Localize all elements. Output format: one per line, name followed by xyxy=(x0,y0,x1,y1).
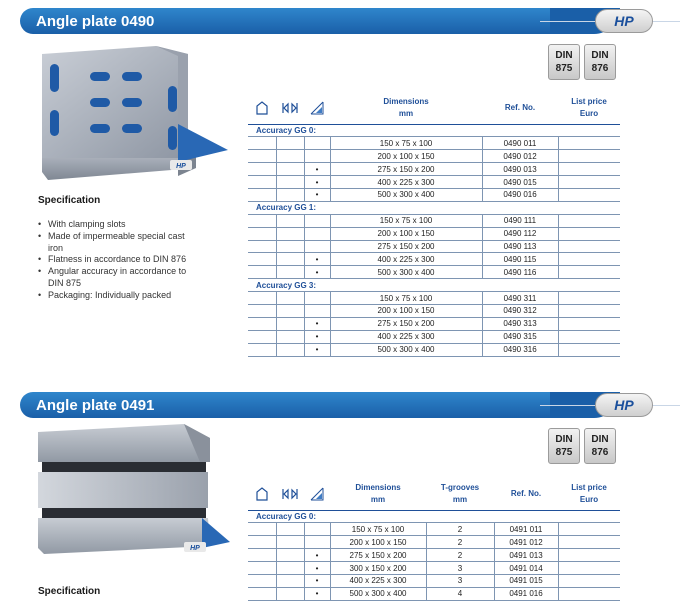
dimensions-cell: 200 x 100 x 150 xyxy=(330,227,482,240)
empty-cell xyxy=(276,562,304,575)
dimensions-cell: 275 x 150 x 200 xyxy=(330,549,426,562)
ref-no-cell: 0491 013 xyxy=(494,549,558,562)
accuracy-group-label: Accuracy GG 1: xyxy=(248,201,620,214)
table-header-row xyxy=(248,92,620,124)
dimensions-cell: 150 x 75 x 100 xyxy=(330,292,482,305)
table-row xyxy=(248,562,620,575)
availability-mark: • xyxy=(304,574,330,587)
empty-cell xyxy=(248,562,276,575)
price-cell xyxy=(558,266,620,279)
hp-logo: HP xyxy=(595,393,653,417)
empty-cell xyxy=(248,253,276,266)
svg-text:HP: HP xyxy=(176,163,186,170)
col-price: List price Euro xyxy=(558,92,620,124)
din-badge-label: DIN xyxy=(591,434,609,445)
spec-title: Specification xyxy=(38,586,101,597)
empty-cell xyxy=(276,304,304,317)
empty-cell xyxy=(248,292,276,305)
col-price: List price Euro xyxy=(558,478,620,510)
price-cell xyxy=(558,549,620,562)
din-badge-number: 876 xyxy=(591,63,609,74)
table-row xyxy=(248,330,620,343)
tgrooves-cell: 4 xyxy=(426,587,494,600)
din-badge-number: 875 xyxy=(555,63,573,74)
dimensions-cell: 275 x 150 x 200 xyxy=(330,240,482,253)
dimensions-cell: 400 x 225 x 300 xyxy=(330,574,426,587)
section-0490-header xyxy=(20,8,680,34)
price-cell xyxy=(558,536,620,549)
empty-cell xyxy=(248,188,276,201)
angle-plate-icon xyxy=(248,92,276,124)
dimensions-cell: 500 x 300 x 400 xyxy=(330,266,482,279)
empty-cell xyxy=(248,163,276,176)
din-badge-label: DIN xyxy=(591,50,609,61)
empty-cell xyxy=(248,137,276,150)
price-cell xyxy=(558,253,620,266)
tgrooves-cell: 2 xyxy=(426,549,494,562)
availability-mark: • xyxy=(304,253,330,266)
dimensions-cell: 200 x 100 x 150 xyxy=(330,536,426,549)
availability-mark xyxy=(304,536,330,549)
accuracy-group-row xyxy=(248,124,620,137)
angle-plate-0491-photo xyxy=(34,424,230,564)
empty-cell xyxy=(276,330,304,343)
angle-plate-0490-photo xyxy=(28,40,228,190)
empty-cell xyxy=(248,523,276,536)
ref-no-cell: 0490 312 xyxy=(482,304,558,317)
ref-no-cell: 0491 011 xyxy=(494,523,558,536)
empty-cell xyxy=(276,343,304,356)
ref-no-cell: 0490 116 xyxy=(482,266,558,279)
parallel-icon xyxy=(276,478,304,510)
din-badge-number: 875 xyxy=(555,447,573,458)
ref-no-cell: 0491 012 xyxy=(494,536,558,549)
section-0491-header xyxy=(20,392,680,418)
table-row xyxy=(248,253,620,266)
price-cell xyxy=(558,317,620,330)
tgrooves-cell: 2 xyxy=(426,523,494,536)
angle-plate-icon xyxy=(248,478,276,510)
availability-mark xyxy=(304,227,330,240)
empty-cell xyxy=(276,292,304,305)
dimensions-cell: 500 x 300 x 400 xyxy=(330,188,482,201)
ref-no-cell: 0490 316 xyxy=(482,343,558,356)
empty-cell xyxy=(248,317,276,330)
dimensions-cell: 300 x 150 x 200 xyxy=(330,562,426,575)
empty-cell xyxy=(276,523,304,536)
availability-mark xyxy=(304,304,330,317)
spec-item: • Angular accuracy in accordance to DIN 875 xyxy=(38,266,198,290)
din-875-badge xyxy=(548,428,580,464)
dimensions-cell: 275 x 150 x 200 xyxy=(330,163,482,176)
col-dimensions: Dimensions mm xyxy=(330,478,426,510)
section-0491-title-pill xyxy=(20,392,550,418)
dimensions-cell: 400 x 225 x 300 xyxy=(330,330,482,343)
ref-no-cell: 0490 315 xyxy=(482,330,558,343)
ref-no-cell: 0490 015 xyxy=(482,176,558,189)
empty-cell xyxy=(276,253,304,266)
section-0490-title-pill xyxy=(20,8,550,34)
col-ref: Ref. No. xyxy=(494,478,558,510)
col-dimensions: Dimensions mm xyxy=(330,92,482,124)
tgrooves-cell: 3 xyxy=(426,574,494,587)
din-876-badge xyxy=(584,44,616,80)
dimensions-cell: 200 x 100 x 150 xyxy=(330,150,482,163)
table-row xyxy=(248,549,620,562)
empty-cell xyxy=(248,330,276,343)
empty-cell xyxy=(248,150,276,163)
table-row xyxy=(248,266,620,279)
empty-cell xyxy=(276,176,304,189)
spec-item: • Made of impermeable special cast iron xyxy=(38,231,198,255)
spec-item: • Flatness in accordance to DIN 876 xyxy=(38,254,198,266)
empty-cell xyxy=(248,266,276,279)
ref-no-cell: 0490 311 xyxy=(482,292,558,305)
empty-cell xyxy=(248,304,276,317)
accuracy-group-label: Accuracy GG 0: xyxy=(248,510,620,523)
empty-cell xyxy=(276,163,304,176)
table-row xyxy=(248,292,620,305)
ref-no-cell: 0491 015 xyxy=(494,574,558,587)
availability-mark: • xyxy=(304,317,330,330)
availability-mark xyxy=(304,240,330,253)
dimensions-cell: 200 x 100 x 150 xyxy=(330,304,482,317)
empty-cell xyxy=(248,214,276,227)
availability-mark: • xyxy=(304,343,330,356)
dimensions-cell: 400 x 225 x 300 xyxy=(330,176,482,189)
empty-cell xyxy=(276,266,304,279)
price-cell xyxy=(558,523,620,536)
empty-cell xyxy=(276,137,304,150)
gradient-icon xyxy=(304,478,330,510)
table-row xyxy=(248,587,620,600)
price-cell xyxy=(558,562,620,575)
empty-cell xyxy=(276,536,304,549)
ref-no-cell: 0490 115 xyxy=(482,253,558,266)
ref-no-cell: 0490 112 xyxy=(482,227,558,240)
empty-cell xyxy=(248,574,276,587)
price-cell xyxy=(558,574,620,587)
price-cell xyxy=(558,330,620,343)
angle-plate-0490-table xyxy=(248,92,620,357)
table-row xyxy=(248,227,620,240)
price-cell xyxy=(558,176,620,189)
accuracy-group-row xyxy=(248,279,620,292)
section-title: Angle plate 0490 xyxy=(36,13,155,30)
col-ref: Ref. No. xyxy=(482,92,558,124)
ref-no-cell: 0490 313 xyxy=(482,317,558,330)
price-cell xyxy=(558,163,620,176)
price-cell xyxy=(558,240,620,253)
ref-no-cell: 0490 016 xyxy=(482,188,558,201)
spec-item: • With clamping slots xyxy=(38,219,198,231)
availability-mark: • xyxy=(304,587,330,600)
ref-no-cell: 0491 014 xyxy=(494,562,558,575)
price-cell xyxy=(558,188,620,201)
price-cell xyxy=(558,150,620,163)
table-row xyxy=(248,176,620,189)
availability-mark: • xyxy=(304,330,330,343)
table-row xyxy=(248,240,620,253)
empty-cell xyxy=(276,214,304,227)
tgrooves-cell: 3 xyxy=(426,562,494,575)
table-row xyxy=(248,343,620,356)
ref-no-cell: 0490 111 xyxy=(482,214,558,227)
svg-text:HP: HP xyxy=(190,545,200,552)
dimensions-cell: 150 x 75 x 100 xyxy=(330,214,482,227)
dimensions-cell: 150 x 75 x 100 xyxy=(330,523,426,536)
empty-cell xyxy=(276,587,304,600)
availability-mark xyxy=(304,150,330,163)
empty-cell xyxy=(248,549,276,562)
availability-mark: • xyxy=(304,549,330,562)
availability-mark xyxy=(304,214,330,227)
empty-cell xyxy=(276,317,304,330)
dimensions-cell: 500 x 300 x 400 xyxy=(330,343,482,356)
tgrooves-cell: 2 xyxy=(426,536,494,549)
accuracy-group-row xyxy=(248,510,620,523)
empty-cell xyxy=(276,574,304,587)
col-tgrooves: T-grooves mm xyxy=(426,478,494,510)
empty-cell xyxy=(276,549,304,562)
dimensions-cell: 150 x 75 x 100 xyxy=(330,137,482,150)
empty-cell xyxy=(248,227,276,240)
availability-mark xyxy=(304,523,330,536)
availability-mark: • xyxy=(304,163,330,176)
availability-mark: • xyxy=(304,188,330,201)
din-badge-label: DIN xyxy=(555,50,573,61)
dimensions-cell: 400 x 225 x 300 xyxy=(330,253,482,266)
table-row xyxy=(248,304,620,317)
availability-mark: • xyxy=(304,176,330,189)
table-row xyxy=(248,536,620,549)
din-badge-label: DIN xyxy=(555,434,573,445)
price-cell xyxy=(558,214,620,227)
accuracy-group-row xyxy=(248,201,620,214)
parallel-icon xyxy=(276,92,304,124)
empty-cell xyxy=(276,150,304,163)
spec-list xyxy=(38,219,198,302)
accuracy-group-label: Accuracy GG 0: xyxy=(248,124,620,137)
empty-cell xyxy=(248,587,276,600)
ref-no-cell: 0490 113 xyxy=(482,240,558,253)
table-row xyxy=(248,137,620,150)
price-cell xyxy=(558,343,620,356)
din-875-badge xyxy=(548,44,580,80)
table-row xyxy=(248,317,620,330)
ref-no-cell: 0490 013 xyxy=(482,163,558,176)
table-row xyxy=(248,214,620,227)
ref-no-cell: 0490 011 xyxy=(482,137,558,150)
price-cell xyxy=(558,292,620,305)
empty-cell xyxy=(276,227,304,240)
empty-cell xyxy=(248,240,276,253)
price-cell xyxy=(558,227,620,240)
availability-mark: • xyxy=(304,562,330,575)
dimensions-cell: 275 x 150 x 200 xyxy=(330,317,482,330)
price-cell xyxy=(558,587,620,600)
accuracy-group-label: Accuracy GG 3: xyxy=(248,279,620,292)
din-876-badge xyxy=(584,428,616,464)
table-row xyxy=(248,188,620,201)
table-row xyxy=(248,523,620,536)
table-row xyxy=(248,574,620,587)
empty-cell xyxy=(276,240,304,253)
hp-logo: HP xyxy=(595,9,653,33)
table-row xyxy=(248,163,620,176)
ref-no-cell: 0491 016 xyxy=(494,587,558,600)
empty-cell xyxy=(248,343,276,356)
empty-cell xyxy=(248,536,276,549)
table-row xyxy=(248,150,620,163)
availability-mark xyxy=(304,292,330,305)
price-cell xyxy=(558,304,620,317)
spec-item: • Packaging: Individually packed xyxy=(38,290,198,302)
table-header-row xyxy=(248,478,620,510)
spec-title: Specification xyxy=(38,195,101,206)
ref-no-cell: 0490 012 xyxy=(482,150,558,163)
empty-cell xyxy=(248,176,276,189)
availability-mark: • xyxy=(304,266,330,279)
gradient-icon xyxy=(304,92,330,124)
price-cell xyxy=(558,137,620,150)
din-badge-number: 876 xyxy=(591,447,609,458)
angle-plate-0491-table xyxy=(248,478,620,601)
section-title: Angle plate 0491 xyxy=(36,397,155,414)
empty-cell xyxy=(276,188,304,201)
dimensions-cell: 500 x 300 x 400 xyxy=(330,587,426,600)
availability-mark xyxy=(304,137,330,150)
